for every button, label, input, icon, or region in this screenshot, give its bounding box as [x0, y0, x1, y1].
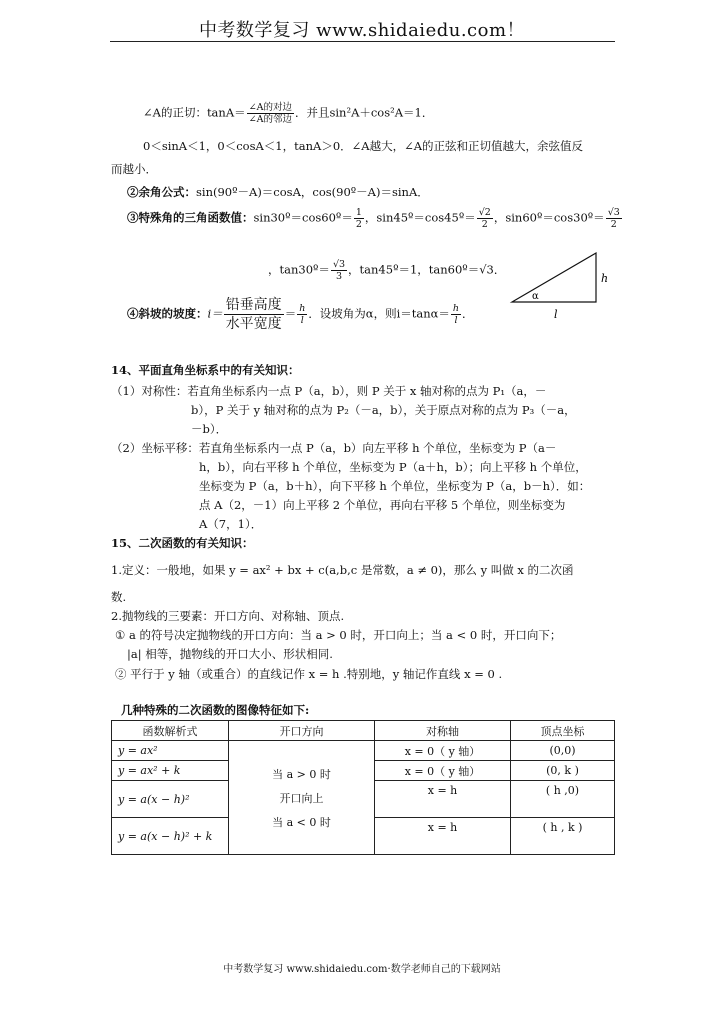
tan-definition	[143, 102, 433, 125]
special-c: ，sin60º＝cos30º＝	[493, 210, 605, 225]
s15-definition-line2: 数.	[111, 590, 127, 604]
triangle-alpha-label: α	[532, 291, 539, 302]
s14-p1-line2: b），P 关于 y 轴对称的点为 P₂（－a，b），关于原点对称的点为 P₃（－a，	[191, 403, 576, 417]
s14-p1-line3: －b）．	[191, 422, 228, 436]
s15-axis-line: ② 平行于 y 轴（或重合）的直线记作 x = h .特别地，y 轴记作直线 x = 0 .	[115, 667, 503, 681]
tan-numerator: ∠A的对边	[248, 102, 292, 113]
header-opening: 开口方向	[229, 721, 375, 741]
s14-p1-line1: （1）对称性：若直角坐标系内一点 P（a，b），则 P 关于 x 轴对称的点为 P₁（a，－	[111, 384, 547, 398]
row-axis: x = h	[375, 818, 511, 855]
tan-line-a: ，tan30º＝	[268, 262, 330, 277]
row-vertex: ( h ,0)	[511, 781, 615, 818]
opening-line-3: 当 a < 0 时	[272, 815, 331, 829]
row-expression: y = a(x − h)² + k	[112, 818, 229, 855]
root3-numerator: √3	[607, 207, 620, 218]
root3-denominator: 2	[610, 219, 617, 230]
s14-p2-line3: 坐标变为 P（a，b＋h），向下平移 h 个单位，坐标变为 P（a，b－h）．如：	[199, 479, 591, 493]
slope-end: ．	[462, 306, 474, 321]
s14-p2-line2: h，b），向右平移 h 个单位，坐标变为 P（a＋h，b）；向上平移 h 个单位，	[199, 460, 587, 474]
half-fraction	[354, 207, 364, 230]
root2-fraction	[477, 207, 493, 230]
s15-definition-line1: 1.定义：一般地，如果 y = ax² + bx + c(a,b,c 是常数，a ≠ 0)，那么 y 叫做 x 的二次函	[111, 563, 574, 577]
row-vertex: ( h , k )	[511, 818, 615, 855]
root3-fraction	[606, 207, 622, 230]
row-vertex: (0,0)	[511, 741, 615, 761]
slope-label: ④斜坡的坡度：	[127, 306, 208, 321]
row-axis: x = 0（ y 轴）	[375, 741, 511, 761]
header-expression: 函数解析式	[112, 721, 229, 741]
slope-fraction	[224, 296, 284, 333]
table-title: 几种特殊的二次函数的图像特征如下:	[121, 703, 310, 717]
tan-line-b: ，tan45º＝1，tan60º＝√3．	[348, 262, 506, 277]
row-expression: y = ax²	[112, 741, 229, 761]
quadratic-features-table	[111, 720, 615, 855]
header-vertex: 顶点坐标	[511, 721, 615, 741]
section-14-title: 14、平面直角坐标系中的有关知识：	[111, 363, 300, 377]
header-rule	[110, 41, 615, 42]
slope-i: i＝	[207, 306, 223, 321]
opening-line-1: 当 a > 0 时	[272, 767, 331, 781]
tan-fraction	[247, 102, 294, 125]
cofunction-label: ②余角公式：	[127, 185, 196, 199]
triangle-shape	[512, 253, 596, 302]
special-values-line	[127, 207, 623, 230]
hl-fraction-1	[297, 303, 307, 326]
range-line-1: 0＜sinA＜1，0＜cosA＜1，tanA＞0．∠A越大，∠A的正弦和正切值越大，余弦值反	[143, 139, 584, 153]
special-b: ，sin45º＝cos45º＝	[364, 210, 476, 225]
tan30-numerator: √3	[332, 259, 346, 270]
table-row	[112, 741, 615, 761]
special-a: sin30º＝cos60º＝	[253, 210, 353, 225]
row-axis: x = 0（ y 轴）	[375, 761, 511, 781]
root2-numerator: √2	[478, 207, 491, 218]
s15-a-sign-line1: ① a 的符号决定抛物线的开口方向：当 a > 0 时，开口向上；当 a < 0 时，开口向下；	[115, 628, 562, 642]
triangle-h-label: h	[601, 272, 609, 285]
row-expression: y = ax² + k	[112, 761, 229, 781]
opening-line-2: 开口向上	[279, 791, 324, 805]
hl2-numerator: h	[452, 303, 460, 314]
row-axis: x = h	[375, 781, 511, 818]
s15-a-sign-line2: |a| 相等，抛物线的开口大小、形状相同.	[127, 647, 333, 661]
slope-eq: ＝	[284, 306, 297, 321]
page-footer: 中考数学复习 www.shidaiedu.com·数学老师自己的下载网站	[223, 964, 501, 975]
table-header-row	[112, 721, 615, 741]
tan30-denominator: 3	[335, 271, 343, 282]
slope-denominator: 水平宽度	[225, 316, 282, 332]
slope-numerator: 铅垂高度	[225, 297, 282, 313]
row-vertex: (0, k )	[511, 761, 615, 781]
slope-triangle-figure	[508, 248, 613, 320]
triangle-l-label: l	[554, 308, 558, 320]
s14-p2-line1: （2）坐标平移：若直角坐标系内一点 P（a，b）向左平移 h 个单位，坐标变为 P（a－	[111, 441, 557, 455]
header-axis: 对称轴	[375, 721, 511, 741]
cofunction-line	[127, 184, 429, 200]
cofunction-text: sin(90º－A)＝cosA，cos(90º－A)＝sinA．	[196, 185, 429, 199]
root2-denominator: 2	[481, 219, 488, 230]
section-15-title: 15、二次函数的有关知识：	[111, 536, 254, 550]
s14-p2-line5: A（7，1）．	[199, 517, 263, 531]
half-denominator: 2	[355, 219, 362, 230]
hl1-denominator: l	[300, 315, 304, 326]
opening-direction-cell	[229, 741, 375, 855]
hl2-denominator: l	[454, 315, 458, 326]
tan-denominator: ∠A的邻边	[248, 114, 292, 125]
slope-line	[127, 296, 474, 333]
tan-tail: ．并且sin²A＋cos²A＝1．	[294, 105, 434, 120]
tan-label: ∠A的正切：tanA＝	[143, 105, 246, 120]
half-numerator: 1	[355, 207, 362, 218]
range-line-2: 而越小．	[111, 162, 157, 176]
slope-tail: ．设坡角为α，则i＝tanα＝	[308, 306, 450, 321]
s15-three-elements: 2.抛物线的三要素：开口方向、对称轴、顶点.	[111, 609, 345, 623]
special-values-label: ③特殊角的三角函数值：	[127, 210, 254, 225]
tan-values-line	[268, 259, 505, 282]
hl1-numerator: h	[299, 303, 306, 314]
s14-p2-line4: 点 A（2，－1）向上平移 2 个单位，再向右平移 5 个单位，则坐标变为	[199, 498, 566, 512]
row-expression: y = a(x − h)²	[112, 781, 229, 818]
hl-fraction-2	[451, 303, 461, 326]
tan30-fraction	[331, 259, 347, 282]
page-header-title: 中考数学复习 www.shidaiedu.com！	[198, 20, 526, 41]
